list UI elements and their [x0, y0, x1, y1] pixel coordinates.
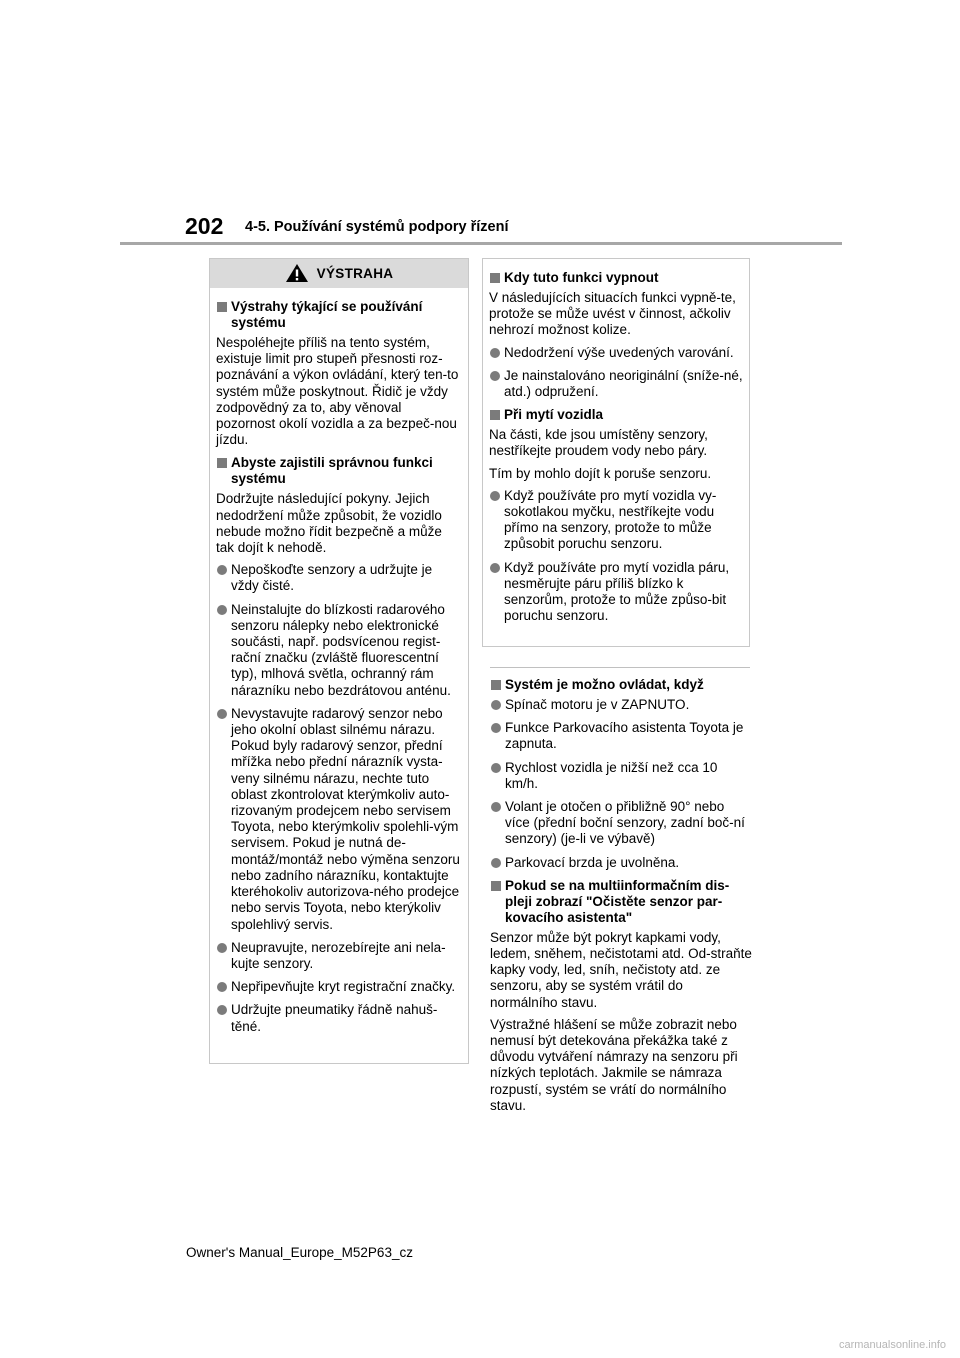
warning-body — [210, 288, 468, 1035]
right-column-divider — [490, 667, 750, 668]
page-header — [0, 0, 960, 250]
paragraph: Výstražné hlášení se může zobrazit nebo nemusí být detekována překážka také z důvodu vytváření námrazy na senzoru při nízkých teplotách. Jakmile se námraza rozpustí, systém se vrátí do normálního stavu. — [490, 1016, 738, 1113]
bullet-item: Nepřipevňujte kryt registrační značky. — [216, 979, 462, 995]
bullet-item: Když používáte pro mytí vozidla vy-sokotlakou myčku, nestříkejte vodu přímo na senzory, protože to může způsobit poruchu senzoru. — [489, 488, 743, 553]
warning-triangle-icon — [285, 263, 309, 283]
section-title: 4-5. Používání systémů podpory řízení — [245, 219, 509, 235]
bullet-item: Neinstalujte do blízkosti radarového senzoru nálepky nebo elektronické součásti, např. podsvícenou regist-rační značku (zvláště fluorescentní typ), mlhová světla, ochranný rám nárazníku nebo bezdrátovou anténu. — [216, 602, 462, 699]
subheading: Systém je možno ovládat, když — [490, 677, 752, 693]
bullet-list — [489, 345, 743, 401]
subheading: Pokud se na multiinformačním dis-pleji zobrazí "Očistěte senzor par-kovacího asistenta" — [490, 878, 752, 926]
bullet-item: Volant je otočen o přibližně 90° nebo více (přední boční senzory, zadní boč-ní senzory) (je-li ve výbavě) — [490, 799, 752, 848]
bullet-item: Udržujte pneumatiky řádně nahuš-těné. — [216, 1002, 462, 1034]
page-number: 202 — [185, 213, 224, 239]
subheading: Výstrahy týkající se používání systému — [216, 299, 462, 331]
bullet-item: Nevystavujte radarový senzor nebo jeho okolní oblast silnému nárazu. Pokud byly radarový senzor, přední mřížka nebo přední nárazník vysta-veny silnému nárazu, nechte tuto oblast zkontrolovat kterýmkoliv auto-rizovaným prodejcem nebo servisem Toyota, nebo kterýmkoliv spolehli-vým servisem. Pokud je nutná de-montáž/montáž nebo výměna senzoru nebo zadního nárazníku, kontaktujte kteréhokoliv autorizova-ného prodejce nebo servis Toyota, nebo kterýkoliv spolehlivý servis. — [216, 706, 462, 933]
paragraph: Nespoléhejte příliš na tento systém, existuje limit pro stupeň přesnosti roz-poznávání a výkon ovládání, který ten-to systém může poskytnout. Řidič je vždy zodpovědný za to, aby věnoval pozornost okolí vozidla a za bezpeč-nou jízdu. — [216, 335, 459, 448]
watermark: carmanualsonline.info — [838, 1339, 946, 1351]
paragraph: Dodržujte následující pokyny. Jejich nedodržení může způsobit, že vozidlo nebude možno řídit bezpečně a může tak dojít k nehodě. — [216, 491, 442, 556]
bullet-item: Parkovací brzda je uvolněna. — [490, 855, 752, 871]
bullet-item: Nepoškoďte senzory a udržujte je vždy čisté. — [216, 562, 462, 594]
info-body — [483, 259, 749, 624]
bullet-list — [490, 697, 752, 871]
warning-box — [209, 258, 469, 1064]
footer-manual-id: Owner's Manual_Europe_M52P63_cz — [186, 1245, 413, 1260]
bullet-item: Spínač motoru je v ZAPNUTO. — [490, 697, 752, 713]
paragraph: V následujících situacích funkci vypně-te, protože se může uvést v činnost, ačkoliv nehrozí možnost kolize. — [489, 290, 736, 338]
bullet-item: Nedodržení výše uvedených varování. — [489, 345, 743, 361]
bullet-item: Je nainstalováno neoriginální (sníže-né, atd.) odpružení. — [489, 368, 743, 400]
subheading: Kdy tuto funkci vypnout — [489, 270, 743, 286]
warning-title-bar — [210, 259, 468, 288]
bullet-item: Rychlost vozidla je nižší než cca 10 km/h. — [490, 760, 752, 792]
bullet-list — [216, 562, 462, 1034]
right-column — [490, 670, 752, 1120]
bullet-list — [489, 488, 743, 625]
subheading: Abyste zajistili správnou funkci systému — [216, 455, 462, 487]
bullet-item: Když používáte pro mytí vozidla páru, nesměrujte páru příliš blízko k senzorům, protože to může způso-bit poruchu senzoru. — [489, 560, 743, 625]
subheading: Při mytí vozidla — [489, 407, 743, 423]
info-box — [482, 258, 750, 647]
bullet-item: Funkce Parkovacího asistenta Toyota je zapnuta. — [490, 720, 752, 752]
paragraph: Senzor může být pokryt kapkami vody, ledem, sněhem, nečistotami atd. Od-straňte kapky vody, led, sníh, nečistoty atd. ze senzoru, aby se systém vrátil do normálního stavu. — [490, 929, 752, 1010]
paragraph: Na části, kde jsou umístěny senzory, nestříkejte proudem vody nebo páry. — [489, 427, 708, 459]
warning-title: VÝSTRAHA — [316, 266, 394, 281]
paragraph: Tím by mohlo dojít k poruše senzoru. — [489, 465, 712, 481]
header-divider — [120, 242, 842, 245]
bullet-item: Neupravujte, nerozebírejte ani nela-kujte senzory. — [216, 940, 462, 972]
